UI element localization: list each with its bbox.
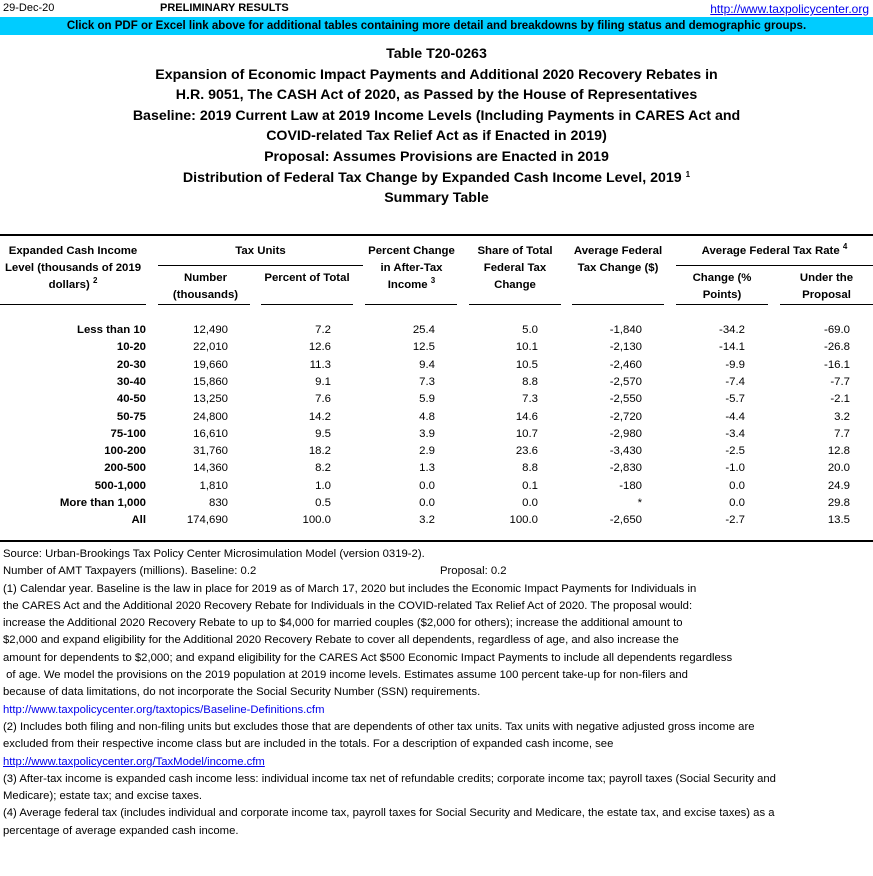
title-line-1: Expansion of Economic Impact Payments and Additional 2020 Recovery Rebates in bbox=[155, 66, 718, 83]
rate-proposal-cell: -69.0 bbox=[824, 324, 850, 336]
note-1-line: increase the Additional 2020 Recovery Rebate to up to $4,000 for married couples ($2,000 for others); increase the additional amount to bbox=[3, 617, 683, 630]
income-level-cell: 200-500 bbox=[104, 462, 146, 475]
number-cell: 24,800 bbox=[193, 410, 228, 423]
pct-change-cell: 0.0 bbox=[419, 479, 435, 492]
rate-proposal-cell: 3.2 bbox=[834, 410, 850, 423]
rate-change-cell: -14.1 bbox=[719, 341, 745, 354]
percent-total-cell: 8.2 bbox=[315, 462, 331, 475]
note-4-line: percentage of average expanded cash income. bbox=[3, 824, 239, 837]
table-row bbox=[0, 322, 873, 339]
pct-change-cell: 5.9 bbox=[419, 393, 435, 406]
footnotes bbox=[3, 546, 871, 840]
number-cell: 13,250 bbox=[193, 393, 228, 406]
share-cell: 14.6 bbox=[515, 410, 538, 423]
header-income-level bbox=[0, 243, 146, 294]
table-row bbox=[0, 409, 873, 426]
share-cell: 23.6 bbox=[515, 445, 538, 458]
pct-change-cell: 1.3 bbox=[419, 462, 435, 475]
share-cell: 0.0 bbox=[522, 497, 538, 509]
header-rule bbox=[676, 304, 768, 305]
income-level-cell: 100-200 bbox=[104, 445, 146, 458]
income-level-cell: More than 1,000 bbox=[59, 497, 146, 509]
table-row bbox=[0, 512, 873, 529]
percent-total-cell: 100.0 bbox=[302, 514, 331, 527]
header-avg-rate-text: Average Federal Tax Rate bbox=[701, 245, 840, 257]
baseline-definitions-link[interactable]: http://www.taxpolicycenter.org/taxtopics/Baseline-Definitions.cfm bbox=[3, 703, 325, 716]
table-top-rule bbox=[0, 234, 873, 236]
header-income-level-text: Expanded Cash Income Level (thousands of 2019 dollars) bbox=[4, 245, 142, 291]
percent-total-cell: 9.5 bbox=[315, 427, 331, 440]
avg-change-cell: -2,130 bbox=[609, 341, 642, 354]
number-cell: 1,810 bbox=[199, 479, 228, 492]
avg-change-cell: -2,980 bbox=[609, 427, 642, 440]
rate-proposal-cell: 12.8 bbox=[827, 445, 850, 458]
share-cell: 100.0 bbox=[509, 514, 538, 527]
table-id: Table T20-0263 bbox=[386, 46, 487, 62]
avg-change-cell: -3,430 bbox=[609, 445, 642, 458]
title-line-7: Summary Table bbox=[384, 190, 489, 207]
note-2-line: (2) Includes both filing and non-filing units but excludes those that are dependents of other tax units. Tax units with negative adjusted gross income are bbox=[3, 720, 755, 733]
share-cell: 10.7 bbox=[515, 427, 538, 440]
number-cell: 174,690 bbox=[186, 514, 228, 527]
header-under-proposal: Under the Proposal bbox=[799, 272, 854, 301]
table-bottom-rule bbox=[0, 540, 873, 542]
table-row bbox=[0, 460, 873, 477]
income-level-cell: 75-100 bbox=[110, 427, 146, 440]
percent-total-cell: 12.6 bbox=[308, 341, 331, 354]
income-level-cell: 20-30 bbox=[116, 358, 146, 371]
info-banner: Click on PDF or Excel link above for additional tables containing more detail and breakdowns by filing status and demographic groups. bbox=[0, 17, 873, 35]
share-cell: 7.3 bbox=[522, 393, 538, 406]
income-level-cell: 10-20 bbox=[116, 341, 146, 354]
tax-units-rule bbox=[158, 265, 363, 266]
header-rule bbox=[469, 304, 561, 305]
income-level-cell: 50-75 bbox=[116, 410, 146, 423]
rate-change-cell: -34.2 bbox=[719, 324, 745, 336]
rate-change-cell: -2.7 bbox=[725, 514, 745, 527]
header-rule bbox=[365, 304, 457, 305]
pct-change-cell: 0.0 bbox=[419, 497, 435, 509]
header-pct-change-text: Percent Change in After-Tax Income bbox=[368, 245, 455, 291]
title-line-4: COVID-related Tax Relief Act as if Enacted in 2019) bbox=[266, 128, 607, 145]
site-link[interactable]: http://www.taxpolicycenter.org bbox=[710, 2, 869, 16]
header-rule bbox=[572, 304, 664, 305]
title-line-6 bbox=[0, 168, 873, 189]
income-level-cell: 500-1,000 bbox=[94, 479, 146, 492]
table-row bbox=[0, 495, 873, 512]
percent-total-cell: 0.5 bbox=[315, 497, 331, 509]
table-titles bbox=[0, 44, 873, 209]
rate-proposal-cell: -16.1 bbox=[824, 358, 850, 371]
income-level-cell: 40-50 bbox=[116, 393, 146, 406]
rate-change-cell: 0.0 bbox=[729, 479, 745, 492]
table-row bbox=[0, 357, 873, 374]
rate-proposal-cell: 24.9 bbox=[827, 479, 850, 492]
rate-change-cell: -5.7 bbox=[725, 393, 745, 406]
rate-change-cell: -1.0 bbox=[725, 462, 745, 475]
share-cell: 10.5 bbox=[515, 358, 538, 371]
rate-proposal-cell: -26.8 bbox=[824, 341, 850, 354]
top-bar bbox=[0, 0, 873, 17]
source-note: Source: Urban-Brookings Tax Policy Center Microsimulation Model (version 0319-2). bbox=[3, 548, 425, 560]
percent-total-cell: 7.2 bbox=[315, 324, 331, 336]
percent-total-cell: 18.2 bbox=[308, 445, 331, 458]
amt-baseline: Number of AMT Taxpayers (millions). Baseline: 0.2 bbox=[3, 565, 257, 578]
avg-change-cell: * bbox=[637, 497, 642, 509]
header-pct-change bbox=[364, 243, 459, 294]
note-4-line: (4) Average federal tax (includes individual and corporate income tax, payroll taxes for Social Security and Medicare, the estate tax, and excise taxes) as a bbox=[3, 807, 775, 820]
number-cell: 14,360 bbox=[193, 462, 228, 475]
percent-total-cell: 9.1 bbox=[315, 375, 331, 388]
avg-change-cell: -2,720 bbox=[609, 410, 642, 423]
note-1-line: (1) Calendar year. Baseline is the law in place for 2019 as of March 17, 2020 but includes the Economic Impact Payments for Individuals in bbox=[3, 582, 697, 595]
table-row bbox=[0, 374, 873, 391]
report-date: 29-Dec-20 bbox=[3, 2, 55, 14]
note-1-line: because of data limitations, do not incorporate the Social Security Number (SSN) requirements. bbox=[3, 686, 481, 699]
rate-proposal-cell: 7.7 bbox=[834, 427, 850, 440]
number-cell: 12,490 bbox=[193, 324, 228, 336]
rate-change-cell: -2.5 bbox=[725, 445, 745, 458]
amt-proposal: Proposal: 0.2 bbox=[440, 565, 507, 578]
pct-change-cell: 25.4 bbox=[412, 324, 435, 336]
title-line-5: Proposal: Assumes Provisions are Enacted in 2019 bbox=[264, 148, 609, 165]
header-rule bbox=[158, 304, 250, 305]
note-1-line: the CARES Act and the Additional 2020 Recovery Rebate for Individuals in the COVID-related Tax Relief Act of 2020. The proposal would: bbox=[3, 599, 693, 612]
avg-change-cell: -2,570 bbox=[609, 375, 642, 388]
footnote-ref: 3 bbox=[430, 276, 436, 285]
note-1-line: of age. We model the provisions on the 2019 population at 2019 income levels. Estimates assume 100 percent take-up for non-filers and bbox=[3, 669, 688, 682]
pct-change-cell: 9.4 bbox=[419, 358, 435, 371]
title-line-3: Baseline: 2019 Current Law at 2019 Income Levels (Including Payments in CARES Act and bbox=[132, 107, 741, 124]
pct-change-cell: 3.9 bbox=[419, 427, 435, 440]
header-change-points: Change (% Points) bbox=[692, 272, 752, 301]
table-row bbox=[0, 443, 873, 460]
share-cell: 10.1 bbox=[515, 341, 538, 354]
footnote-ref: 1 bbox=[685, 169, 691, 179]
header-tax-units: Tax Units bbox=[235, 245, 286, 257]
rate-change-cell: -7.4 bbox=[725, 375, 745, 388]
header-rule bbox=[780, 304, 873, 305]
rate-proposal-cell: 29.8 bbox=[827, 497, 850, 509]
rate-proposal-cell: -2.1 bbox=[830, 393, 850, 406]
table-row bbox=[0, 478, 873, 495]
share-cell: 0.1 bbox=[522, 479, 538, 492]
header-rule bbox=[0, 304, 146, 305]
table-row bbox=[0, 426, 873, 443]
header-avg-change: Average Federal Tax Change ($) bbox=[573, 245, 663, 274]
number-cell: 16,610 bbox=[193, 427, 228, 440]
footnote-ref: 2 bbox=[92, 276, 98, 285]
note-3-line: Medicare); estate tax; and excise taxes. bbox=[3, 790, 203, 803]
title-line-2: H.R. 9051, The CASH Act of 2020, as Passed by the House of Representatives bbox=[175, 87, 698, 104]
number-cell: 830 bbox=[208, 497, 228, 509]
share-cell: 8.8 bbox=[522, 375, 538, 388]
header-avg-rate bbox=[676, 243, 873, 260]
rate-change-cell: -4.4 bbox=[725, 410, 745, 423]
rate-change-cell: -3.4 bbox=[725, 427, 745, 440]
percent-total-cell: 11.3 bbox=[309, 358, 331, 371]
avg-change-cell: -2,650 bbox=[609, 514, 642, 527]
rate-proposal-cell: 13.5 bbox=[827, 514, 850, 527]
pct-change-cell: 12.5 bbox=[412, 341, 435, 354]
title-line-6-text: Distribution of Federal Tax Change by Expanded Cash Income Level, 2019 bbox=[182, 169, 682, 186]
pct-change-cell: 7.3 bbox=[419, 375, 435, 388]
header-percent-total: Percent of Total bbox=[264, 272, 350, 284]
rate-change-cell: -9.9 bbox=[725, 358, 745, 371]
avg-change-cell: -2,550 bbox=[609, 393, 642, 406]
header-share-total: Share of Total Federal Tax Change bbox=[477, 245, 553, 291]
number-cell: 22,010 bbox=[193, 341, 228, 354]
avg-rate-rule bbox=[676, 265, 873, 266]
rate-proposal-cell: 20.0 bbox=[827, 462, 850, 475]
percent-total-cell: 7.6 bbox=[315, 393, 331, 406]
avg-change-cell: -2,460 bbox=[609, 358, 642, 371]
income-level-cell: All bbox=[131, 514, 146, 527]
preliminary-label: PRELIMINARY RESULTS bbox=[160, 2, 289, 14]
table-row bbox=[0, 391, 873, 408]
income-level-cell: 30-40 bbox=[116, 375, 146, 388]
note-2-line: excluded from their respective income class but are included in the totals. For a description of expanded cash income, see bbox=[3, 738, 614, 751]
avg-change-cell: -1,840 bbox=[609, 324, 642, 336]
note-1-line: $2,000 and expand eligibility for the Additional 2020 Recovery Rebate to cover all dependents, regardless of age, and also increase the bbox=[3, 634, 679, 647]
pct-change-cell: 4.8 bbox=[419, 410, 435, 423]
pct-change-cell: 2.9 bbox=[419, 445, 435, 458]
number-cell: 31,760 bbox=[193, 445, 228, 458]
header-rule bbox=[261, 304, 353, 305]
income-definition-link[interactable]: http://www.taxpolicycenter.org/TaxModel/income.cfm bbox=[3, 755, 265, 768]
percent-total-cell: 14.2 bbox=[308, 410, 331, 423]
avg-change-cell: -2,830 bbox=[609, 462, 642, 475]
number-cell: 19,660 bbox=[193, 358, 228, 371]
table-row bbox=[0, 339, 873, 356]
pct-change-cell: 3.2 bbox=[419, 514, 435, 527]
header-number: Number (thousands) bbox=[172, 272, 239, 301]
income-level-cell: Less than 10 bbox=[76, 324, 146, 336]
rate-proposal-cell: -7.7 bbox=[830, 375, 850, 388]
percent-total-cell: 1.0 bbox=[315, 479, 331, 492]
avg-change-cell: -180 bbox=[619, 479, 642, 492]
note-1-line: amount for dependents to $2,000; and expand eligibility for the CARES Act $500 Economic Impact Payments to include all dependents regardless bbox=[3, 651, 733, 664]
amt-note bbox=[3, 563, 871, 580]
number-cell: 15,860 bbox=[193, 375, 228, 388]
note-3-line: (3) After-tax income is expanded cash income less: individual income tax net of refundable credits; corporate income tax; payroll taxes (Social Security and bbox=[3, 772, 776, 785]
share-cell: 5.0 bbox=[522, 324, 538, 336]
rate-change-cell: 0.0 bbox=[729, 497, 745, 509]
share-cell: 8.8 bbox=[522, 462, 538, 475]
footnote-ref: 4 bbox=[842, 242, 848, 251]
